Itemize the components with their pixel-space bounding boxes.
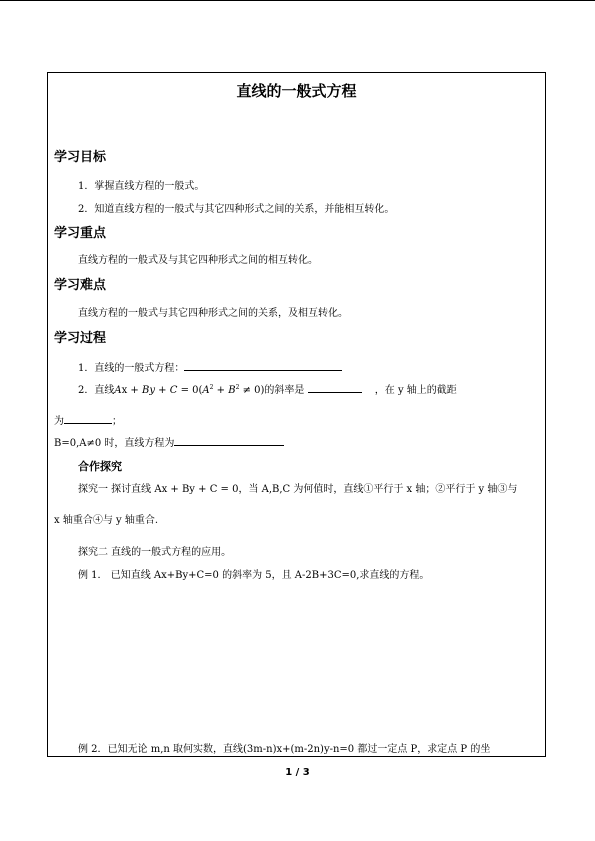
question-2-cont <box>54 412 122 427</box>
process-heading: 学习过程 <box>54 331 107 346</box>
key-points-text: 直线方程的一般式及与其它四种形式之间的相互转化。 <box>78 255 318 266</box>
question-1 <box>78 359 342 374</box>
example-1: 例 1． 已知直线 Ax+By+C=0 的斜率为 5，且 A-2B+3C=0,求直线的方程。 <box>78 570 430 581</box>
question-1-text: 1．直线的一般式方程： <box>78 363 185 374</box>
explore-2: 探究二 直线的一般式方程的应用。 <box>78 547 232 558</box>
intercept-label: ，在 y 轴上的截距 <box>374 385 457 396</box>
answer-blank-1[interactable] <box>184 359 342 371</box>
explore-1-line-2: x 轴重合④与 y 轴重合. <box>54 515 159 526</box>
goal-item-1: 1．掌握直线方程的一般式。 <box>78 181 205 192</box>
equation-general-form: $Ax + By + C = 0(A^2 + B^2 \ne 0)$ <box>114 384 265 396</box>
key-points-heading: 学习重点 <box>54 226 107 241</box>
difficulties-heading: 学习难点 <box>54 278 107 293</box>
answer-blank-3[interactable] <box>174 434 284 446</box>
question-3-text: B=0,A≠0 时，直线方程为 <box>54 438 175 449</box>
slope-blank[interactable] <box>308 381 362 393</box>
top-rule <box>0 0 595 1</box>
semicolon: ； <box>112 416 122 427</box>
cooperative-heading: 合作探究 <box>78 460 122 473</box>
goals-heading: 学习目标 <box>54 150 107 165</box>
page-title: 直线的一般式方程 <box>236 82 357 100</box>
difficulties-text: 直线方程的一般式与其它四种形式之间的关系，及相互转化。 <box>78 308 348 319</box>
question-2 <box>78 381 457 396</box>
question-3 <box>54 434 284 449</box>
goal-item-2: 2．知道直线方程的一般式与其它四种形式之间的关系，并能相互转化。 <box>78 204 395 215</box>
page-number: 1 / 3 <box>285 767 310 778</box>
question-2-text: 2．直线 <box>78 385 115 396</box>
intercept-blank[interactable] <box>64 412 112 424</box>
wei-label: 为 <box>54 416 64 427</box>
example-2: 例 2．已知无论 m,n 取何实数，直线(3m-n)x+(m-2n)y-n=0 都过一定点 P，求定点 P 的坐 <box>78 744 491 755</box>
slope-label: 的斜率是 <box>264 385 305 396</box>
explore-1-line-1: 探究一 探讨直线 Ax + By + C = 0，当 A,B,C 为何值时，直线①平行于 x 轴；②平行于 y 轴③与 <box>78 484 518 495</box>
